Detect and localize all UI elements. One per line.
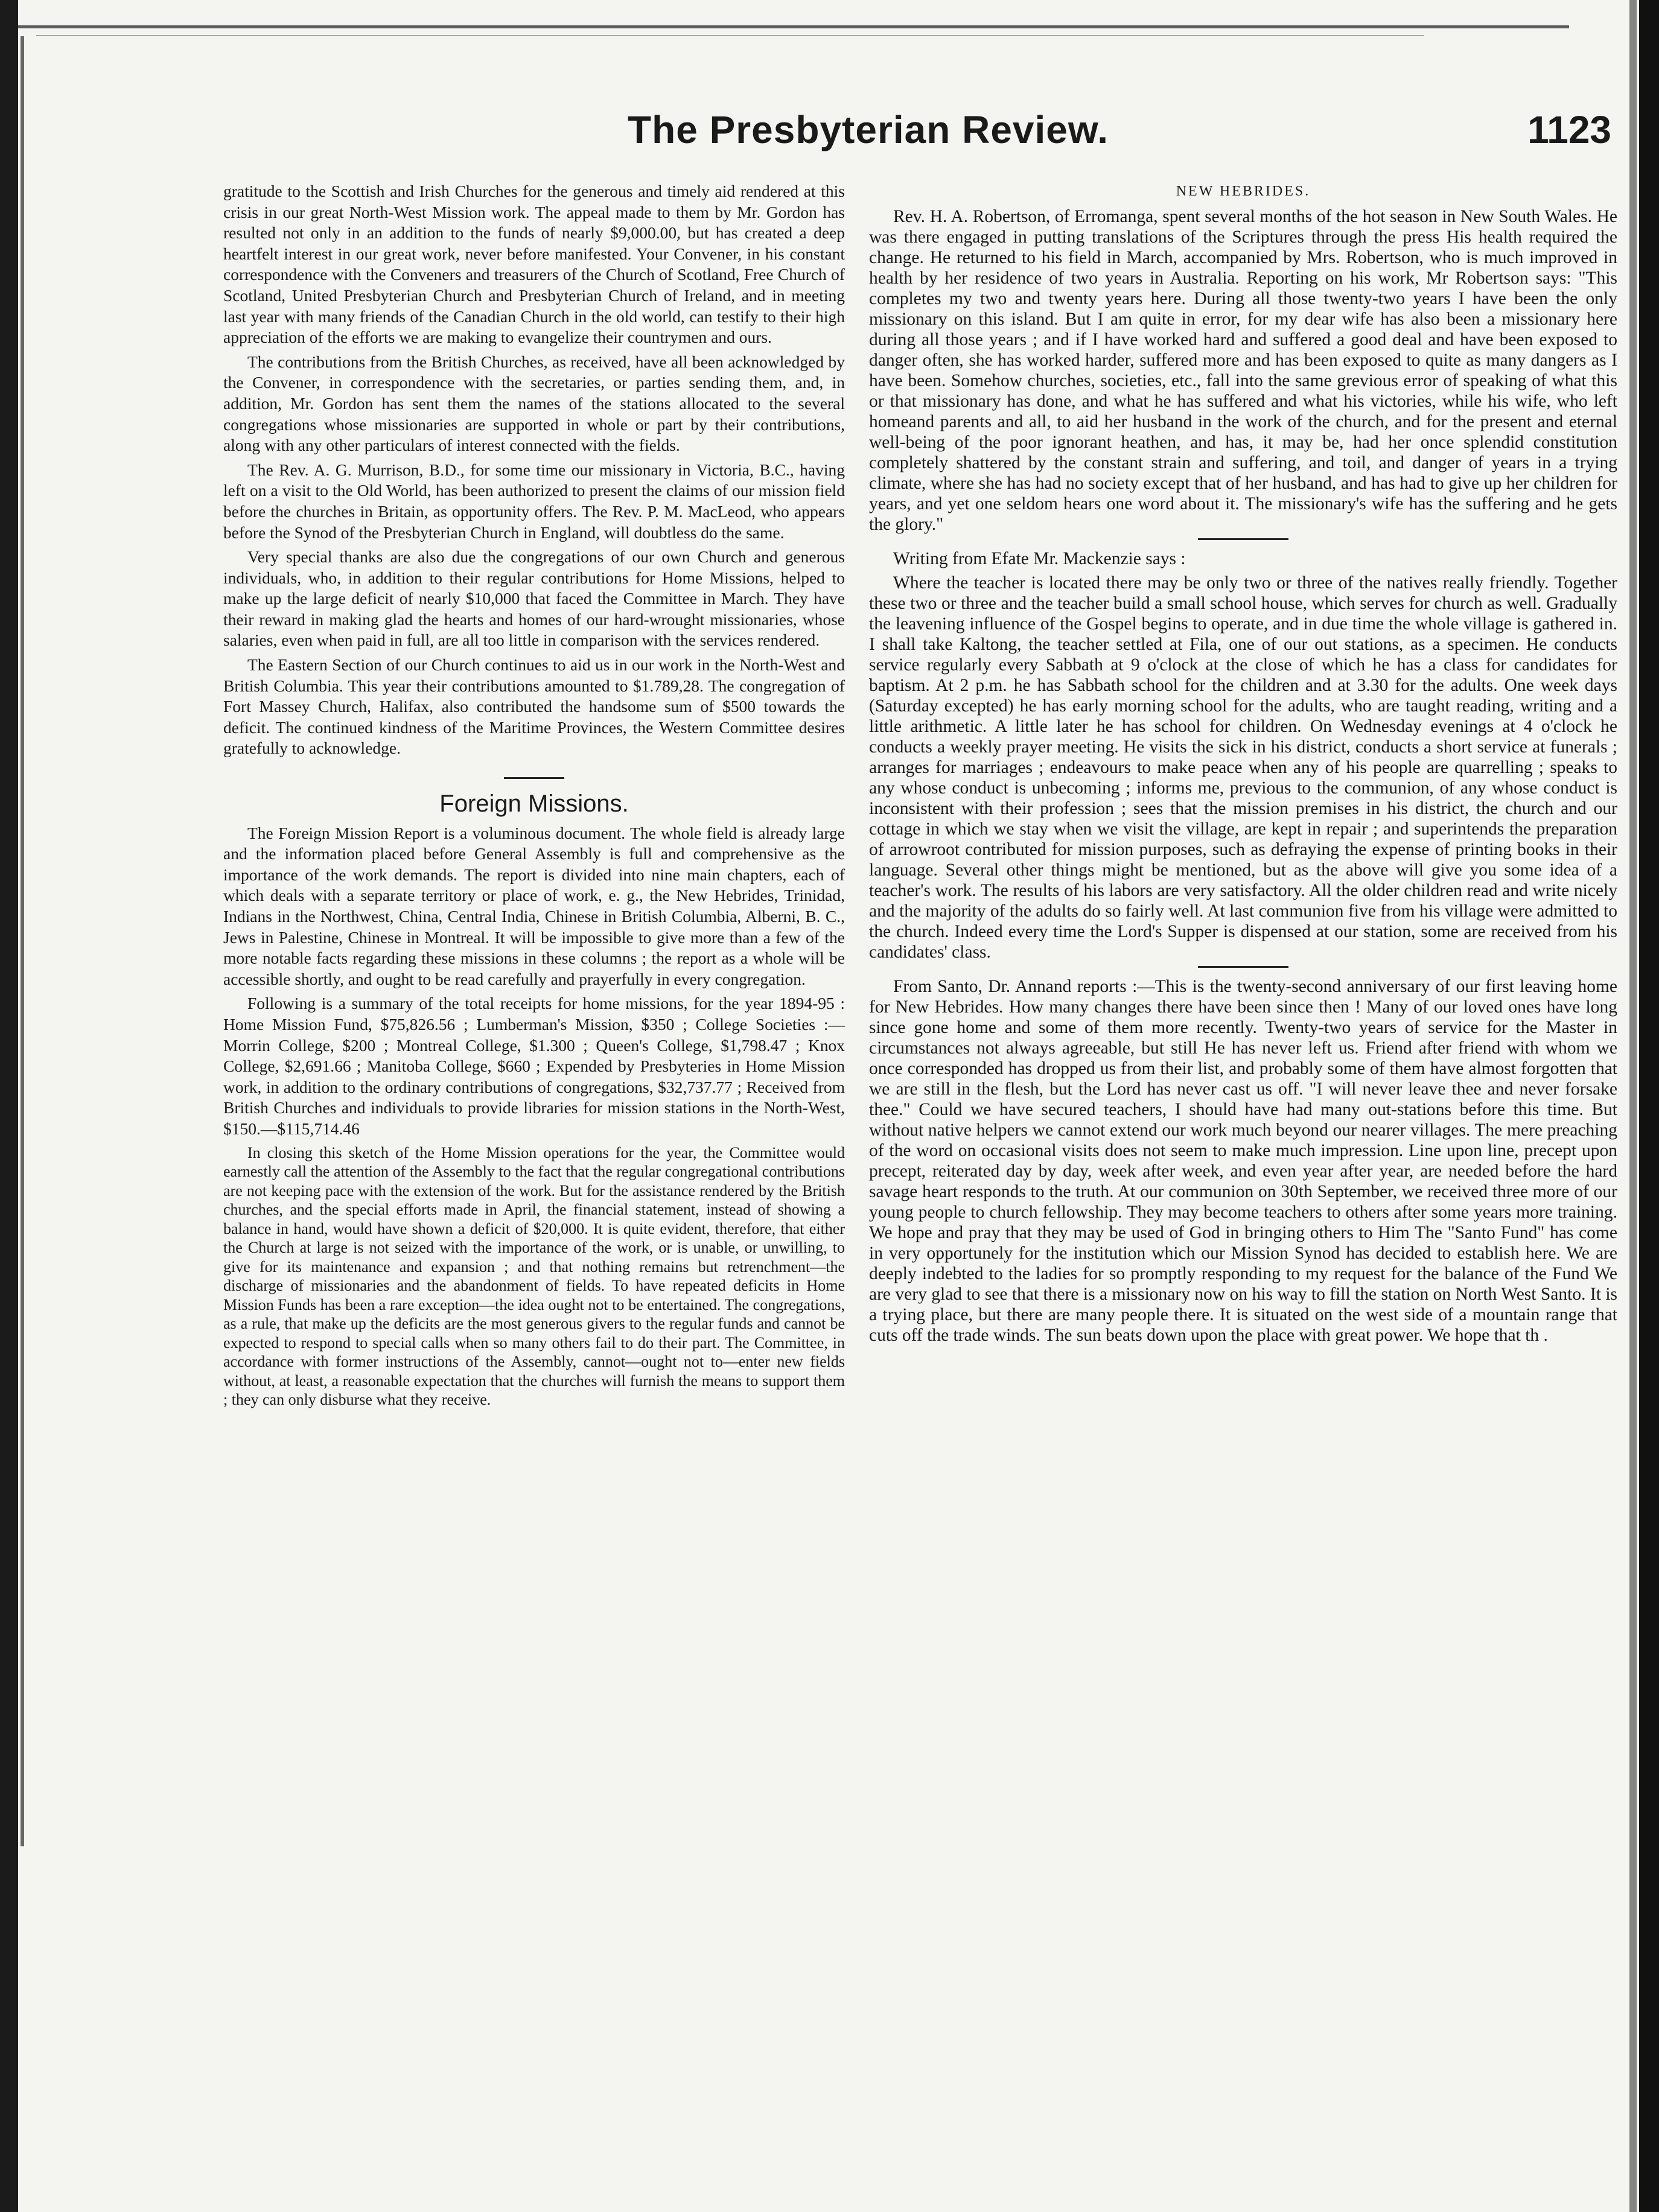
paragraph: Where the teacher is located there may be only two or three of the natives really friendly. Together these two or three and the teacher build a small school house, which serves for church as well. Gradually the leavening influence of the Gospel begins to operate, and in due time the whole village is gathered in. I shall take Kaltong, the teacher settled at Fila, one of our out stations, as a specimen. He conducts service regularly every Sabbath at 9 o'clock at the close of which he has a class for candidates for baptism. At 2 p.m. he has Sabbath school for the children and at 3.30 for the adults. One week days (Saturday excepted) he has early morning school for the adults, who are taught reading, writing and a little arithmetic. A little later he has school for children. On Wednesday evenings at 4 o'clock he conducts a weekly prayer meeting. He visits the sick in his district, conducts a short service at funerals ; arranges for marriages ; endeavours to make peace when any of his people are quarrelling ; speaks to any whose conduct is unbecoming ; informs me, previous to the communion, of any whose conduct is inconsistent with their profession ; sees that the mission premises in his district, the church and our cottage in which we stay when we visit the village, are kept in repair ; and superintends the preparation of arrowroot contributed for mission purposes, such as defraying the expense of printing books in their language. Several other things might be mentioned, but as the above will give you some idea of a teacher's work. The results of his labors are very satisfactory. All the older children read and write nicely and the majority of the adults do so fairly well. At last communion five from his village were admitted to the church. Indeed every time the Lord's Supper is dispensed at our station, some are received from his candidates' class.	[869, 573, 1617, 962]
section-heading: Foreign Missions.	[439, 790, 629, 818]
page-header	[229, 107, 1611, 162]
paragraph: Writing from Efate Mr. Mackenzie says :	[893, 549, 1186, 568]
page-number: 1123	[1527, 108, 1611, 151]
scan-left-edge	[0, 0, 18, 2212]
journal-title: The Presbyterian Review.	[628, 108, 1109, 151]
scan-left-edge-shadow	[21, 36, 24, 1846]
scan-right-edge-shadow	[1629, 0, 1637, 2212]
scan-edge-line	[0, 25, 1569, 28]
paragraph: The Rev. A. G. Murrison, B.D., for some time our missionary in Victoria, B.C., having left on a visit to the Old World, has been authorized to present the claims of our mission field before the churches in Britain, as opportunity offers. The Rev. P. M. MacLeod, who appears before the Synod of the Presbyterian Church in England, will doubtless do the same.	[223, 460, 845, 542]
paragraph: In closing this sketch of the Home Mission operations for the year, the Committee would earnestly call the attention of the Assembly to the fact that the regular congregational contributions are not keeping pace with the extension of the work. But for the assistance rendered by the British churches, and the special efforts made in April, the financial statement, instead of showing a balance in hand, would have shown a deficit of $20,000. It is quite evident, therefore, that either the Church at large is not seized with the importance of the work, or is unable, or unwilling, to give for its maintenance and expansion ; and that nothing remains but retrenchment—the discharge of missionaries and the abandonment of fields. To have repeated deficits in Home Mission Funds has been a rare exception—the idea ought not to be entertained. The congregations, as a rule, that make up the deficits are the most generous givers to the regular funds and cannot be expected to respond to special calls when so many others fail to do their part. The Committee, in accordance with former instructions of the Assembly, cannot—ought not to—enter new fields without, at least, a reasonable expectation that the churches will furnish the means to support them ; they can only disburse what they receive.	[223, 1143, 845, 1409]
section-divider	[1198, 538, 1288, 540]
left-column	[223, 181, 845, 1413]
scan-right-edge	[1639, 0, 1659, 2212]
subheading: NEW HEBRIDES.	[1176, 183, 1311, 199]
paragraph: Following is a summary of the total receipts for home missions, for the year 1894-95 : Home Mission Fund, $75,826.56 ; Lumberman's Mission, $350 ; College Societies :—Morrin College, $200 ; Montreal College, $1.300 ; Queen's College, $1,798.47 ; Knox College, $2,691.66 ; Manitoba College, $660 ; Expended by Presbyteries in Home Mission work, in addition to the ordinary contributions of congregations, $32,737.77 ; Received from British Churches and individuals to provide libraries for mission stations in the North-West, $150.—$115,714.46	[223, 994, 845, 1138]
paragraph: Very special thanks are also due the congregations of our own Church and generous individuals, who, in addition to their regular contributions for Home Missions, helped to make up the large deficit of nearly $10,000 that faced the Committee in March. They have their reward in making glad the hearts and homes of our hard-wrought missionaries, whose salaries, even when paid in full, are all too little in comparison with the services rendered.	[223, 547, 845, 650]
section-divider	[504, 777, 564, 779]
right-column	[869, 181, 1617, 1349]
scan-edge-line-secondary	[36, 35, 1424, 36]
paragraph: From Santo, Dr. Annand reports :—This is the twenty-second anniversary of our first leaving home for New Hebrides. How many changes there have been since then ! Many of our loved ones have long since gone home and some of them more recently. Twenty-two years of service for the Master in circumstances not always agreeable, but still He has never left us. Friend after friend with whom we once corresponded has dropped us from their list, and probably some of them have almost forgotten that we are still in the flesh, but the Lord has never cast us off. "I will never leave thee and never forsake thee." Could we have secured teachers, I should have had many out-stations before this time. But without native helpers we cannot extend our work much beyond our nearer villages. The mere preaching of the word on occasional visits does not seem to make much impression. Line upon line, precept upon precept, reiterated day by day, week after week, and even year after year, are needed before the hard savage heart responds to the truth. At our communion on 30th September, we received three more of our young people to church fellowship. They may become teachers to others after some years more training. We hope and pray that they may be used of God in bringing others to Him The "Santo Fund" has come in very opportunely for the institution which our Mission Synod has decided to establish here. We are deeply indebted to the ladies for so promptly responding to my request for the balance of the Fund We are very glad to see that there is a missionary now on his way to fill the station on North West Santo. It is a trying place, but there are many people there. It is situated on the west side of a mountain range that cuts off the trade winds. The sun beats down upon the place with great power. We hope that th .	[869, 977, 1617, 1345]
section-divider	[1198, 966, 1288, 968]
paragraph: The contributions from the British Churches, as received, have all been acknowledged by the Convener, in correspondence with the secretaries, or parties sending them, and, in addition, Mr. Gordon has sent them the names of the stations allocated to the several congregations whose missionaries are supported in whole or part by their contributions, along with any other particulars of interest connected with the fields.	[223, 352, 845, 455]
paragraph: The Eastern Section of our Church continues to aid us in our work in the North-West and British Columbia. This year their contributions amounted to $1.789,28. The congregation of Fort Massey Church, Halifax, also contributed the handsome sum of $500 towards the deficit. The continued kindness of the Maritime Provinces, the Western Committee desires gratefully to acknowledge.	[223, 655, 845, 758]
paragraph: Rev. H. A. Robertson, of Erromanga, spent several months of the hot season in New South Wales. He was there engaged in putting translations of the Scriptures through the press His health required the change. He returned to his field in March, accompanied by Mrs. Robertson, who is much improved in health by her residence of two years in Australia. Reporting on his work, Mr Robertson says: "This completes my two and twenty years here. During all those twenty-two years I have been the only missionary on this island. But I am quite in error, for my dear wife has also been a missionary here during all those years ; and if I have worked hard and suffered a good deal and have been exposed to danger often, she has worked harder, suffered more and has been exposed to quite as many dangers as I have been. Somehow churches, societies, etc., fall into the same grevious error of speaking of what this or that missionary has done, and what he has suffered and what his victories, while his wife, who left homeand parents and all, to aid her husband in the work of the church, and for the present and eternal well-being of the poor ignorant heathen, and has, it may be, had her once splendid constitution completely shattered by the constant strain and suffering, and toil, and danger of years in a trying climate, where she has had no society except that of her husband, and has had to give up her children for years, and yet one seldom hears one word about it. The missionary's wife has the suffering and he gets the glory."	[869, 207, 1617, 534]
paragraph: The Foreign Mission Report is a voluminous document. The whole field is already large and the information placed before General Assembly is full and comprehensive as the importance of the work demands. The report is divided into nine main chapters, each of which deals with a separate territory or place of work, e. g., the New Hebrides, Trinidad, Indians in the Northwest, China, Central India, Chinese in British Columbia, Alberni, B. C., Jews in Palestine, Chinese in Montreal. It will be impossible to give more than a few of the more notable facts regarding these missions in these columns ; the report as a whole will be accessible shortly, and ought to be read carefully and prayerfully in every congregation.	[223, 823, 845, 988]
paragraph: gratitude to the Scottish and Irish Churches for the generous and timely aid rendered at this crisis in our great North-West Mission work. The appeal made to them by Mr. Gordon has resulted not only in an addition to the funds of nearly $9,000.00, but has created a deep heartfelt interest in our great work, never before manifested. Your Convener, in his constant correspondence with the Conveners and treasurers of the Church of Scotland, Free Church of Scotland, United Presbyterian Church and Presbyterian Church of Ireland, and in meeting last year with many friends of the Canadian Church in the old world, can testify to their high appreciation of the efforts we are making to evangelize their countrymen and ours.	[223, 182, 845, 347]
